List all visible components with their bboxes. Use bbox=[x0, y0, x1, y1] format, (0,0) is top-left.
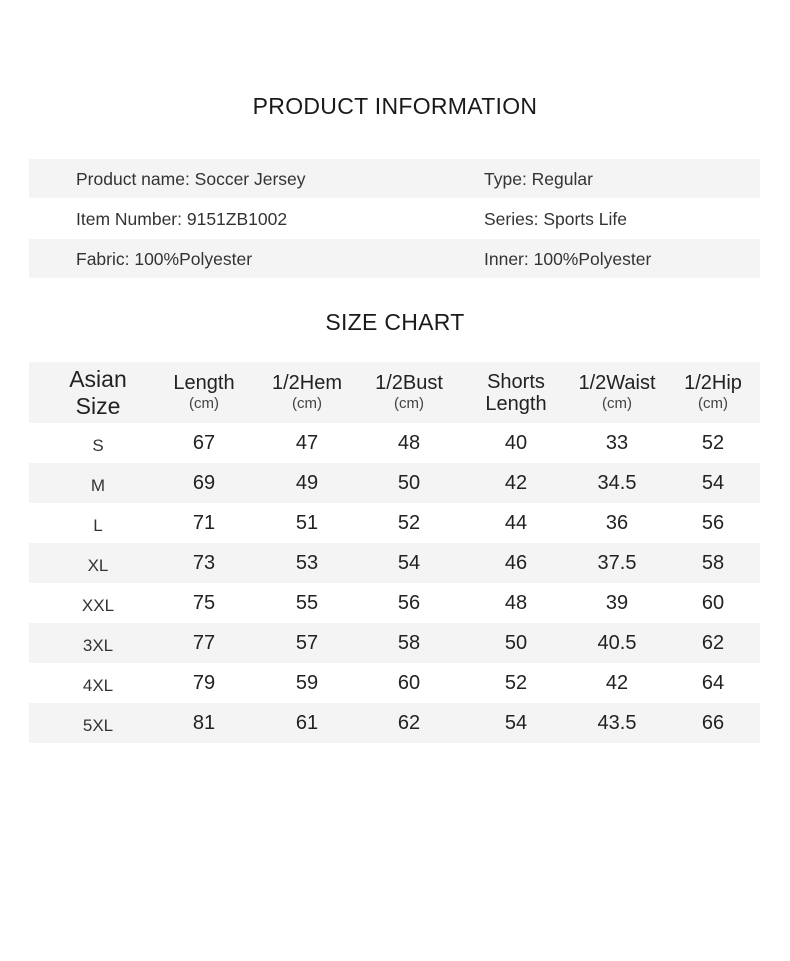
size-chart-table bbox=[29, 362, 760, 743]
measurement-cell: 62 bbox=[397, 712, 421, 734]
measurement-cell: 47 bbox=[295, 432, 319, 454]
header-label-line2: Length bbox=[485, 392, 547, 415]
header-unit: (cm) bbox=[189, 394, 219, 412]
info-row-fabric bbox=[29, 239, 760, 279]
size-row bbox=[29, 623, 760, 663]
measurement-cell: 33 bbox=[605, 432, 629, 454]
size-label: XXL bbox=[81, 596, 115, 615]
size-chart-title: SIZE CHART bbox=[325, 309, 465, 335]
measurement-cell: 36 bbox=[605, 512, 629, 534]
measurement-cell: 48 bbox=[504, 592, 528, 614]
measurement-cell: 42 bbox=[504, 472, 528, 494]
measurement-cell: 62 bbox=[701, 632, 725, 654]
measurement-cell: 58 bbox=[701, 552, 725, 574]
measurement-cell: 58 bbox=[397, 632, 421, 654]
header-unit: (cm) bbox=[394, 394, 424, 412]
type-text: Type: Regular bbox=[484, 169, 593, 189]
header-label-line2: Size bbox=[75, 392, 121, 419]
measurement-cell: 54 bbox=[504, 712, 528, 734]
size-label: S bbox=[92, 436, 104, 455]
header-half-hip bbox=[668, 362, 758, 423]
measurement-cell: 77 bbox=[192, 632, 216, 654]
measurement-cell: 61 bbox=[295, 712, 319, 734]
item-number-text: Item Number: 9151ZB1002 bbox=[76, 209, 288, 229]
measurement-cell: 56 bbox=[701, 512, 725, 534]
size-row bbox=[29, 463, 760, 503]
size-label: 4XL bbox=[82, 676, 114, 695]
size-label: XL bbox=[87, 556, 109, 575]
size-row bbox=[29, 703, 760, 743]
measurement-cell: 50 bbox=[397, 472, 421, 494]
size-label: 3XL bbox=[82, 636, 114, 655]
product-information-title: PRODUCT INFORMATION bbox=[252, 93, 538, 119]
inner-text: Inner: 100%Polyester bbox=[484, 249, 652, 269]
measurement-cell: 43.5 bbox=[597, 712, 637, 734]
measurement-cell: 54 bbox=[397, 552, 421, 574]
measurement-cell: 37.5 bbox=[597, 552, 637, 574]
measurement-cell: 52 bbox=[504, 672, 528, 694]
measurement-cell: 46 bbox=[504, 552, 528, 574]
measurement-cell: 50 bbox=[504, 632, 528, 654]
header-label: Asian bbox=[69, 365, 127, 392]
header-half-hem bbox=[257, 362, 357, 423]
measurement-cell: 81 bbox=[192, 712, 216, 734]
header-label: 1/2Waist bbox=[578, 371, 656, 394]
measurement-cell: 79 bbox=[192, 672, 216, 694]
header-unit: (cm) bbox=[292, 394, 322, 412]
measurement-cell: 52 bbox=[701, 432, 725, 454]
fabric-text: Fabric: 100%Polyester bbox=[76, 249, 253, 269]
size-chart-header-row bbox=[29, 362, 760, 423]
measurement-cell: 51 bbox=[295, 512, 319, 534]
measurement-cell: 55 bbox=[295, 592, 319, 614]
header-unit: (cm) bbox=[698, 394, 728, 412]
measurement-cell: 71 bbox=[192, 512, 216, 534]
product-name-text: Product name: Soccer Jersey bbox=[76, 169, 306, 189]
measurement-cell: 60 bbox=[701, 592, 725, 614]
header-half-bust bbox=[359, 362, 459, 423]
header-label: 1/2Hip bbox=[684, 371, 742, 394]
size-row bbox=[29, 663, 760, 703]
size-label: 5XL bbox=[82, 716, 114, 735]
size-row bbox=[29, 503, 760, 543]
measurement-cell: 40 bbox=[504, 432, 528, 454]
measurement-cell: 53 bbox=[295, 552, 319, 574]
measurement-cell: 40.5 bbox=[597, 632, 637, 654]
measurement-cell: 64 bbox=[701, 672, 725, 694]
measurement-cell: 49 bbox=[295, 472, 319, 494]
measurement-cell: 60 bbox=[397, 672, 421, 694]
header-label: Shorts bbox=[487, 370, 545, 393]
header-label: Length bbox=[173, 371, 235, 394]
header-shorts-length bbox=[466, 362, 566, 423]
size-row bbox=[29, 583, 760, 623]
header-unit: (cm) bbox=[602, 394, 632, 412]
header-half-waist bbox=[562, 362, 672, 423]
header-asian-size bbox=[43, 362, 153, 423]
measurement-cell: 57 bbox=[295, 632, 319, 654]
measurement-cell: 59 bbox=[295, 672, 319, 694]
measurement-cell: 44 bbox=[504, 512, 528, 534]
measurement-cell: 73 bbox=[192, 552, 216, 574]
measurement-cell: 66 bbox=[701, 712, 725, 734]
header-label: 1/2Hem bbox=[271, 371, 343, 394]
measurement-cell: 34.5 bbox=[597, 472, 637, 494]
header-length bbox=[154, 362, 254, 423]
measurement-cell: 75 bbox=[192, 592, 216, 614]
measurement-cell: 48 bbox=[397, 432, 421, 454]
header-label: 1/2Bust bbox=[375, 371, 443, 394]
measurement-cell: 67 bbox=[192, 432, 216, 454]
measurement-cell: 56 bbox=[397, 592, 421, 614]
size-row bbox=[29, 543, 760, 583]
measurement-cell: 54 bbox=[701, 472, 725, 494]
size-row bbox=[29, 423, 760, 463]
measurement-cell: 39 bbox=[605, 592, 629, 614]
size-label: L bbox=[93, 516, 103, 535]
measurement-cell: 52 bbox=[397, 512, 421, 534]
measurement-cell: 42 bbox=[605, 672, 629, 694]
info-row-product-name bbox=[29, 159, 760, 199]
size-label: M bbox=[90, 476, 106, 495]
measurement-cell: 69 bbox=[192, 472, 216, 494]
size-chart-body bbox=[29, 423, 760, 743]
info-row-item-number bbox=[29, 199, 760, 239]
series-text: Series: Sports Life bbox=[484, 209, 627, 229]
